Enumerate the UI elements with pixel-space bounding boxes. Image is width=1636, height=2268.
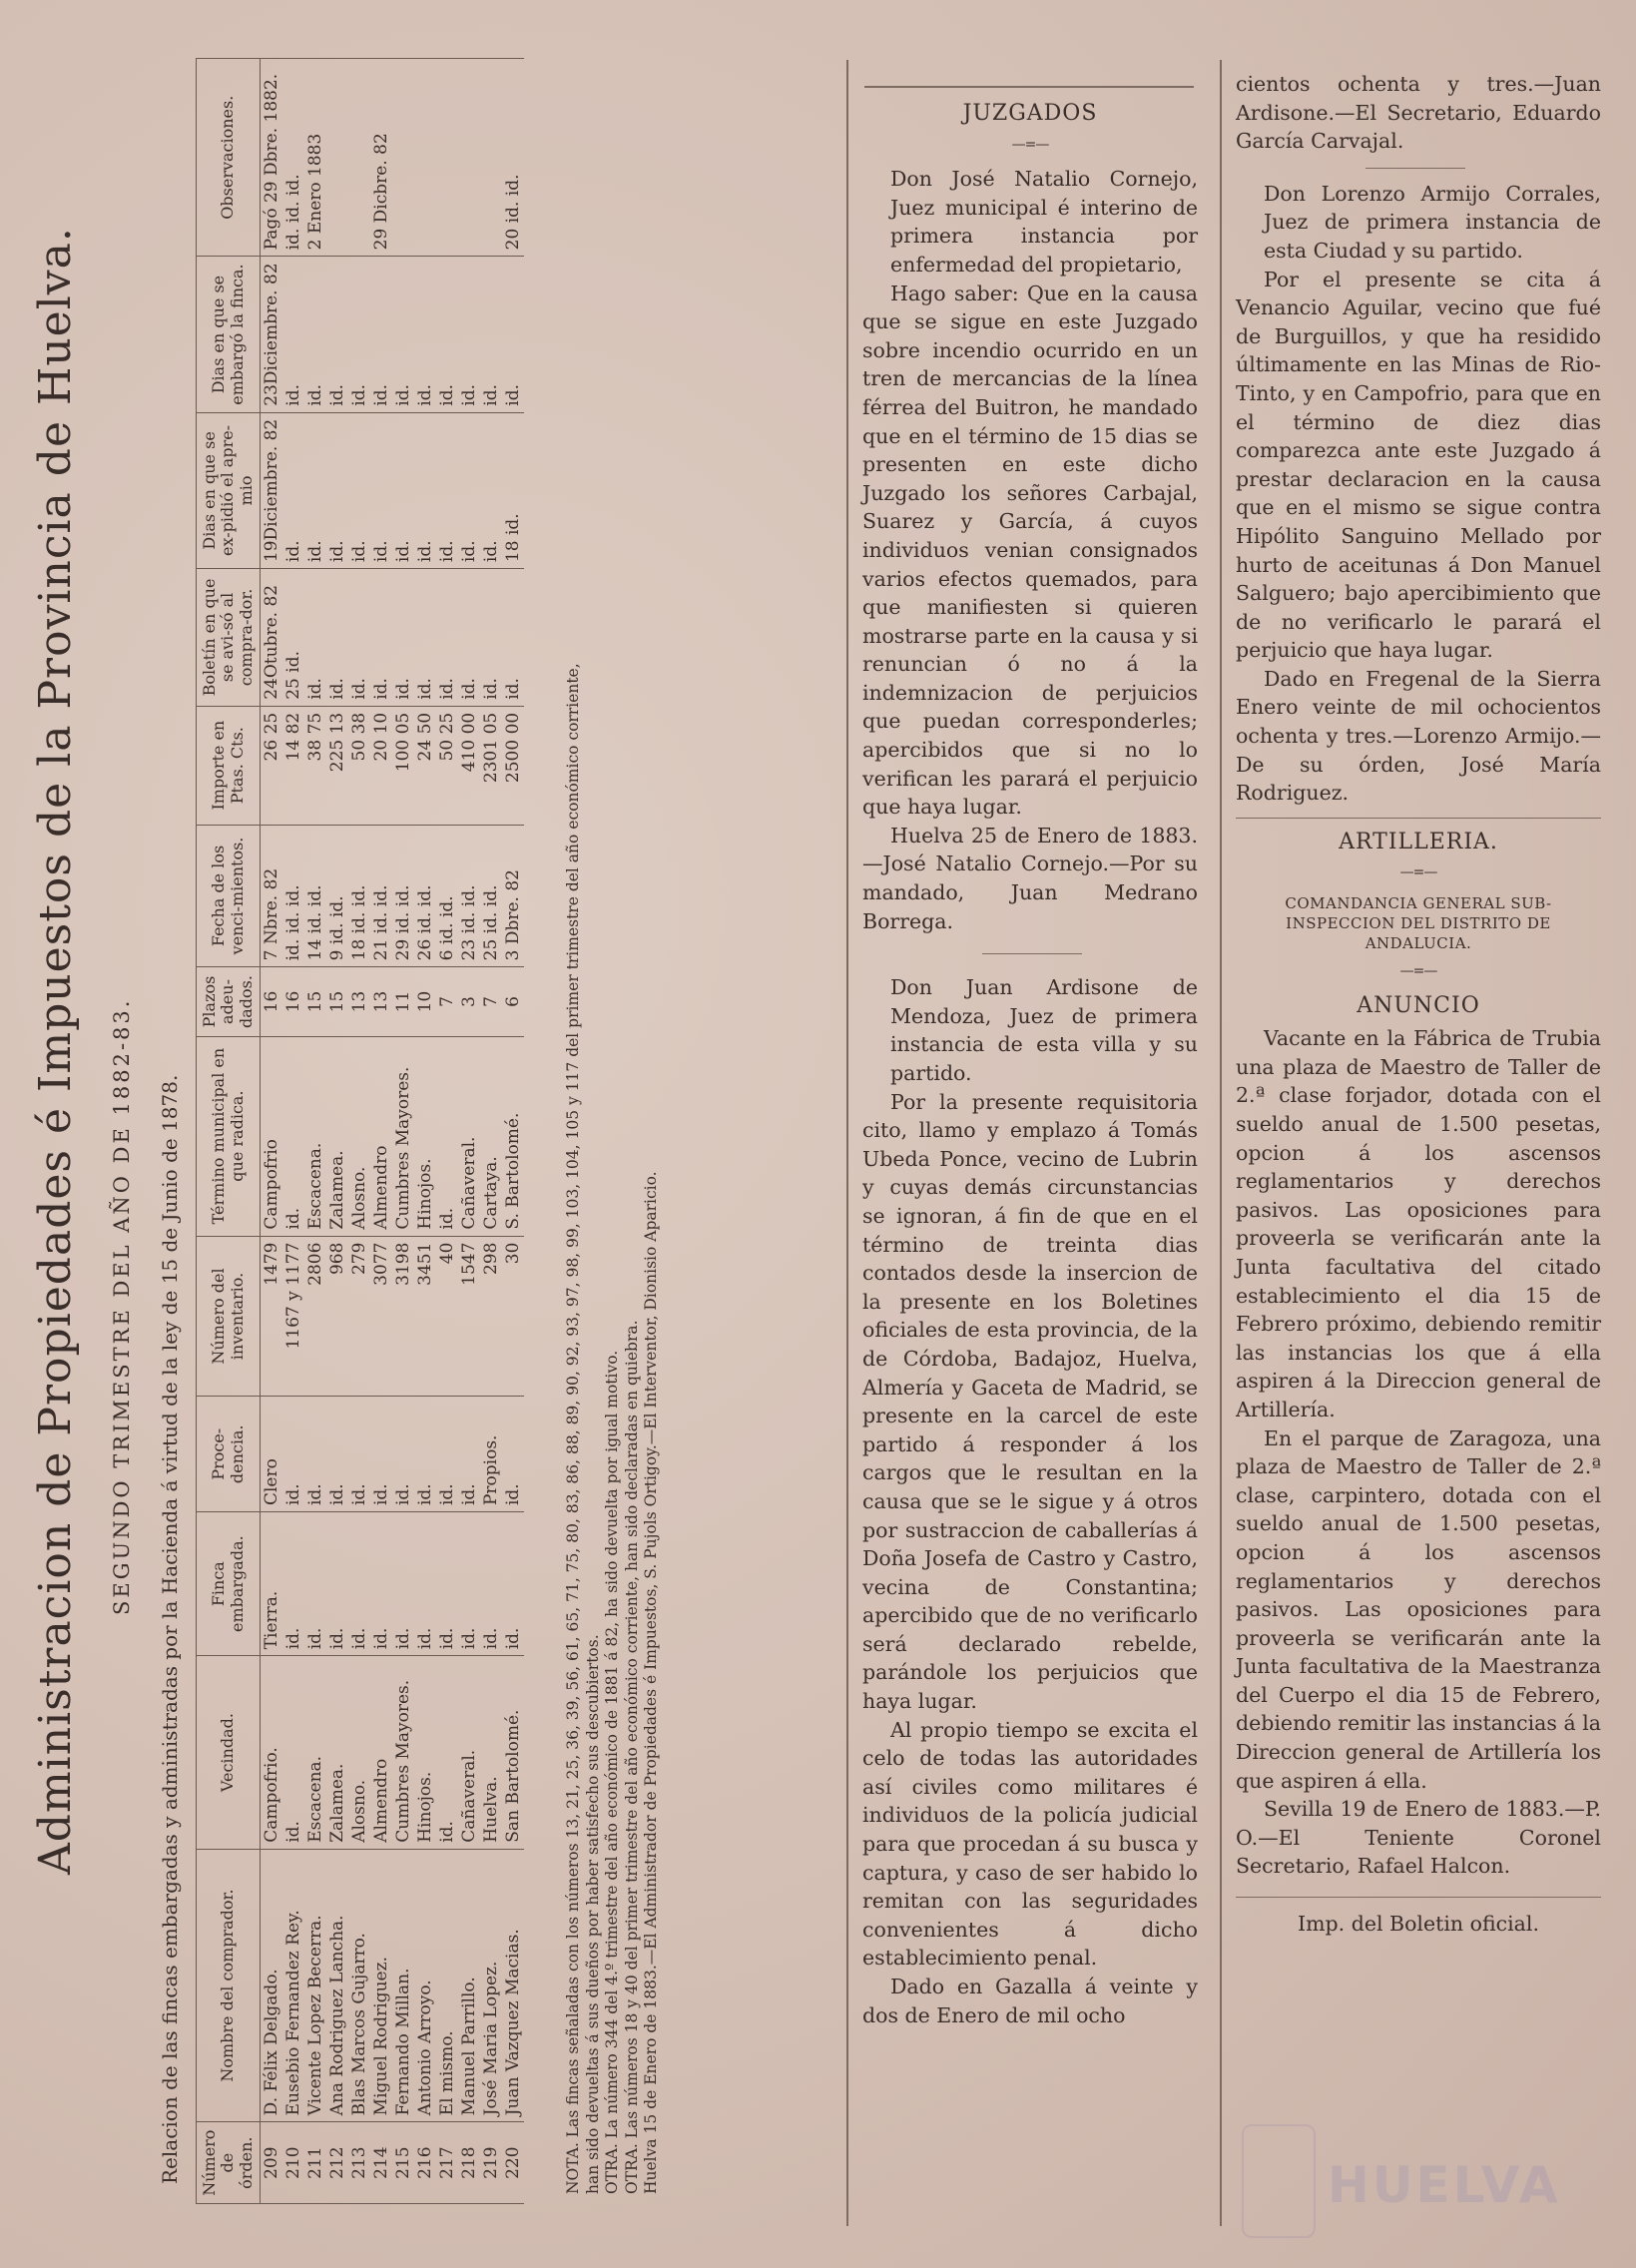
table-row (392, 59, 414, 2204)
section-heading-juzgados: JUZGADOS (962, 101, 1098, 126)
table-cell: 18 id. id. (348, 825, 370, 967)
table-cell: 410 00 (458, 706, 480, 825)
note-line: han sido devueltas á sus dueños por haber satisfecho sus descubiertos. (583, 1634, 602, 2194)
table-cell: id. (282, 257, 304, 412)
table-cell: Antonio Arroyo. (414, 1849, 436, 2122)
table-cell: id. (502, 257, 524, 412)
table-cell: 29 Dicbre. 82 (370, 59, 392, 257)
table-cell: 19Diciembre. 82 (261, 412, 283, 568)
table-cell: 7 (480, 967, 502, 1036)
table-cell: id. (348, 412, 370, 568)
table-cell: id. (458, 1397, 480, 1512)
column-divider (846, 60, 848, 2226)
table-cell: Escacena. (304, 1656, 326, 1850)
col-header: Observaciones. (197, 59, 261, 257)
table-cell: id. (502, 569, 524, 707)
table-cell: Zalamea. (326, 1036, 348, 1236)
table-cell: 18 id. (502, 412, 524, 568)
table-cell: id. (436, 1397, 458, 1512)
table-cell: id. (480, 257, 502, 412)
table-cell: 15 (326, 967, 348, 1036)
watermark: HUELVA (1328, 2156, 1561, 2214)
table-cell: id. (282, 1512, 304, 1656)
table-cell: id. (326, 1397, 348, 1512)
table-cell: Eusebio Fernandez Rey. (282, 1849, 304, 2122)
section-title: Administracion de Propiedades é Impuestos de la Provincia de Huelva. (30, 227, 81, 1875)
table-cell: id. (414, 569, 436, 707)
table-cell: id. (436, 1656, 458, 1850)
table-cell: 298 (480, 1236, 502, 1397)
announcement-signature: Sevilla 19 de Enero de 1883.—P. O.—El Teniente Coronel Secretario, Rafael Halcon. (1236, 1797, 1601, 1879)
table-cell: 26 id. id. (414, 825, 436, 967)
table-cell: Hinojos. (414, 1036, 436, 1236)
table-cell: 13 (348, 967, 370, 1036)
col-header: Proce-dencia. (197, 1397, 261, 1512)
table-body (261, 59, 525, 2204)
table-cell: id. (348, 1512, 370, 1656)
table-cell: Huelva. (480, 1656, 502, 1850)
table-cell (436, 59, 458, 257)
table-cell: id. (370, 1397, 392, 1512)
edict-body: Por la presente requisitoria cito, llamo y emplazo á Tomás Ubeda Ponce, vecino de Lubrin y cuyas demás circunstancias se ignoran, á fin de que en el término de treinta dias contados desde la insercion de la presente en los Boletines oficiales de esta provincia, de la de Córdoba, Badajoz, Huelva, Almería y Gaceta de Madrid, se presente en la carcel de este partido á responder á los cargos que le resultan en la causa que se le sigue y á otros por sustraccion de caballerías á Doña Josefa de Castro y Castro, vecina de Constantina; apercibido que de no verificarlo será declarado rebelde, parándole los perjuicios que haya lugar. (862, 1089, 1198, 1714)
table-cell: id. (436, 569, 458, 707)
relation-line: Relacion de las fincas embargadas y administradas por la Hacienda á virtud de la ley de 15 de Junio de 1878. (158, 1074, 182, 2184)
table-cell: 23Diciembre. 82 (261, 257, 283, 412)
table-row (436, 59, 458, 2204)
table-cell: Propios. (480, 1397, 502, 1512)
table-cell: id. (414, 1512, 436, 1656)
rule (1236, 1887, 1601, 1898)
table-cell: Manuel Parrillo. (458, 1849, 480, 2122)
library-seal-icon (1242, 2124, 1316, 2238)
table-cell: id. (326, 412, 348, 568)
col-header: Número de órden. (197, 2122, 261, 2204)
column-artilleria (1236, 70, 1601, 1939)
table-cell: S. Bartolomé. (502, 1036, 524, 1236)
table-cell: id. (304, 412, 326, 568)
table-cell: id. (480, 1512, 502, 1656)
table-cell: 968 (326, 1236, 348, 1397)
col-header: Dias en que se embargó la finca. (197, 257, 261, 412)
table-cell: 3451 (414, 1236, 436, 1397)
table-cell: 2 Enero 1883 (304, 59, 326, 257)
table-cell: Cartaya. (480, 1036, 502, 1236)
table-cell: id. id. id. (282, 825, 304, 967)
table-row (326, 59, 348, 2204)
separator-line (1365, 168, 1465, 169)
table-cell (348, 59, 370, 257)
ornament: —=— (1399, 864, 1437, 881)
table-cell: 213 (348, 2122, 370, 2204)
table-cell: id. (458, 257, 480, 412)
announcement-body: Vacante en la Fábrica de Trubia una plaza de Maestro de Taller de 2.ª clase forjador, dotada con el sueldo anual de 1.500 pesetas, opcion á los ascensos reglamentarios y derechos pasivos. Las oposiciones para proveerla se verificarán ante la Junta facultativa del citado establecimiento el dia 15 de Febrero próximo, debiendo remitir las instancias los que á ella aspiren á la Direccion general de Artillería. (1236, 1026, 1601, 1421)
table-cell: 3198 (392, 1236, 414, 1397)
table-cell: 30 (502, 1236, 524, 1397)
table-cell: id. (458, 412, 480, 568)
table-cell: Cumbres Mayores. (392, 1036, 414, 1236)
table-cell: Almendro (370, 1036, 392, 1236)
table-cell: id. (414, 257, 436, 412)
table-cell: San Bartolomé. (502, 1656, 524, 1850)
col-header: Número del inventario. (197, 1236, 261, 1397)
ornament: —=— (1011, 136, 1049, 153)
table-cell: id. (480, 569, 502, 707)
table-row (458, 59, 480, 2204)
table-cell: 209 (261, 2122, 283, 2204)
table-row (348, 59, 370, 2204)
ornament: —=— (1399, 963, 1437, 980)
table-cell: 1167 y 1177 (282, 1236, 304, 1397)
table-cell: id. (348, 1397, 370, 1512)
table-cell: id. (282, 412, 304, 568)
separator (1236, 156, 1601, 180)
table-cell: Juan Vazquez Macias. (502, 1849, 524, 2122)
table-cell: José Maria Lopez. (480, 1849, 502, 2122)
table-cell: Alosno. (348, 1036, 370, 1236)
table-cell: id. (282, 1036, 304, 1236)
table-cell: 279 (348, 1236, 370, 1397)
table-cell: id. (304, 1397, 326, 1512)
col-header: Plazos adeu-dados. (197, 967, 261, 1036)
table-row (261, 59, 283, 2204)
table-cell: id. (414, 412, 436, 568)
table-cell: id. (458, 1512, 480, 1656)
table-cell: 40 (436, 1236, 458, 1397)
rule (1236, 808, 1601, 819)
table-cell: 13 (370, 967, 392, 1036)
table-cell: 14 82 (282, 706, 304, 825)
table-cell: id. (348, 569, 370, 707)
table-cell: id. (370, 1512, 392, 1656)
table-cell: id. (480, 412, 502, 568)
table-cell: 29 id. id. (392, 825, 414, 967)
table-notes (564, 78, 662, 2194)
table-cell: Ana Rodriguez Lancha. (326, 1849, 348, 2122)
table-cell: Cumbres Mayores. (392, 1656, 414, 1850)
table-cell: Cañaveral. (458, 1656, 480, 1850)
table-cell: 220 (502, 2122, 524, 2204)
table-cell: 2806 (304, 1236, 326, 1397)
col-header: Vecindad. (197, 1656, 261, 1850)
table-cell: 6 (502, 967, 524, 1036)
table-cell: 3 (458, 967, 480, 1036)
col-header: Dias en que se ex-pidió el apre-mio (197, 412, 261, 568)
table-cell: id. (414, 1397, 436, 1512)
table-cell: 50 25 (436, 706, 458, 825)
imprint: Imp. del Boletin oficial. (1298, 1912, 1539, 1937)
table-cell: Zalamea. (326, 1656, 348, 1850)
table-cell: 10 (414, 967, 436, 1036)
table-cell: id. (392, 257, 414, 412)
anuncio-heading: ANUNCIO (1357, 992, 1480, 1018)
table-cell: 21 id. id. (370, 825, 392, 967)
table-cell: 16 (282, 967, 304, 1036)
table-cell: id. (370, 257, 392, 412)
subheading: COMANDANCIA GENERAL SUB-INSPECCION DEL DISTRITO DE ANDALUCIA. (1285, 894, 1552, 953)
col-header: Boletín en que se avi-só al compra-dor. (197, 569, 261, 707)
table-row (304, 59, 326, 2204)
table-cell: 210 (282, 2122, 304, 2204)
note-line: Huelva 15 de Enero de 1883.—El Administrador de Propiedades é Impuestos, S. Pujols Ortigoy.—El Interventor, Dionisio Aparicio. (642, 1171, 660, 2194)
table-cell: 16 (261, 967, 283, 1036)
note-line: OTRA. Las números 18 y 40 del primer trimestre del año económico corriente, han sido declaradas en quiebra. (622, 1320, 641, 2194)
table-cell: id. (436, 1512, 458, 1656)
table-cell: El mismo. (436, 1849, 458, 2122)
edict-intro: Don José Natalio Cornejo, Juez municipal é interino de primera instancia por enfermedad del propietario, (890, 167, 1198, 277)
table-cell: id. (326, 257, 348, 412)
table-cell: id. (370, 412, 392, 568)
table-cell: 14 id. id. (304, 825, 326, 967)
fincas-table (196, 58, 524, 2204)
table-cell: 215 (392, 2122, 414, 2204)
table-cell: D. Félix Delgado. (261, 1849, 283, 2122)
table-cell: id. (348, 257, 370, 412)
table-cell: id. (502, 1512, 524, 1656)
table-cell: id. (436, 1036, 458, 1236)
table-cell: 1547 (458, 1236, 480, 1397)
table-cell: id. (458, 569, 480, 707)
table-cell: Pagó 29 Dbre. 1882. (261, 59, 283, 257)
table-cell: Blas Marcos Gujarro. (348, 1849, 370, 2122)
table-cell: Escacena. (304, 1036, 326, 1236)
rotated-table-section (0, 58, 699, 2214)
column-juzgados (862, 70, 1198, 2029)
edict-body: Por el presente se cita á Venancio Aguilar, vecino que fué de Burguillos, y que ha residido últimamente en las Minas de Rio-Tinto, y en Campofrio, para que en el término de diez dias comparezca ante este Juzgado á prestar declaracion en la causa que en el mismo se sigue contra Hipólito Sanguino Mellado por hurto de aceitunas á Don Manuel Salguero; bajo apercibimiento que de no verificarlo le parará el perjuicio que haya lugar. (1236, 267, 1601, 663)
table-cell: Cañaveral. (458, 1036, 480, 1236)
table-cell: 218 (458, 2122, 480, 2204)
table-cell: 211 (304, 2122, 326, 2204)
table-cell: 2500 00 (502, 706, 524, 825)
table-cell: id. (326, 1512, 348, 1656)
table-cell: id. (304, 569, 326, 707)
table-cell: 225 13 (326, 706, 348, 825)
table-cell: id. (436, 412, 458, 568)
table-row (282, 59, 304, 2204)
table-cell: 20 10 (370, 706, 392, 825)
table-cell: 23 id. id. (458, 825, 480, 967)
table-cell: 7 Nbre. 82 (261, 825, 283, 967)
table-cell: Alosno. (348, 1656, 370, 1850)
table-cell: id. (392, 569, 414, 707)
table-cell: id. (282, 1656, 304, 1850)
table-cell (392, 59, 414, 257)
table-row (502, 59, 524, 2204)
table-cell: Fernando Millan. (392, 1849, 414, 2122)
table-cell: Campofrio (261, 1036, 283, 1236)
edict-body: Al propio tiempo se excita el celo de todas las autoridades así civiles como militares é individuos de la policía judicial para que procedan á su busca y captura, y caso de ser habido lo remitan con las seguridades convenientes á dicho establecimiento penal. (862, 1717, 1198, 1971)
edict-signature: Dado en Fregenal de la Sierra Enero veinte de mil ochocientos ochenta y tres.—Lorenzo Armijo.—De su órden, José María Rodriguez. (1236, 666, 1601, 806)
table-cell: 3077 (370, 1236, 392, 1397)
table-cell: Miguel Rodriguez. (370, 1849, 392, 2122)
table-cell: id. (436, 257, 458, 412)
table-cell: 100 05 (392, 706, 414, 825)
edict-intro: Don Lorenzo Armijo Corrales, Juez de primera instancia de esta Ciudad y su partido. (1264, 181, 1601, 263)
table-cell (480, 59, 502, 257)
table-cell: 6 id. id. (436, 825, 458, 967)
section-subtitle: SEGUNDO TRIMESTRE DEL AÑO DE 1882-83. (110, 997, 134, 1615)
table-cell (326, 59, 348, 257)
table-cell: Vicente Lopez Becerra. (304, 1849, 326, 2122)
table-cell: id. (370, 569, 392, 707)
table-cell: 20 id. id. (502, 59, 524, 257)
table-cell: Almendro (370, 1656, 392, 1850)
table-cell: 24 50 (414, 706, 436, 825)
edict-closing: Dado en Gazalla á veinte y dos de Enero de mil ocho (862, 1975, 1198, 2027)
table-cell: id. (392, 1397, 414, 1512)
separator-line (982, 953, 1082, 954)
table-cell: 38 75 (304, 706, 326, 825)
table-row (414, 59, 436, 2204)
note-line: NOTA. Las fincas señaladas con los números 13, 21, 25, 36, 39, 56, 61, 65, 71, 75, 80, 83, 86, 88, 89, 90, 92, 93, 97, 98, 99, 103, 104, 105 y 117 del primer trimestre del año económico corriente, (564, 663, 582, 2194)
table-cell: 2301 05 (480, 706, 502, 825)
table-cell: 25 id. (282, 569, 304, 707)
table-cell: 9 id. id. (326, 825, 348, 967)
table-cell: id. (304, 1512, 326, 1656)
col-header: Importe en Ptas. Cts. (197, 706, 261, 825)
col-header: Nombre del comprador. (197, 1849, 261, 2122)
table-cell: id. id. id. (282, 59, 304, 257)
note-line: OTRA. La número 344 del 4.º trimestre del año económico de 1881 á 82, ha sido devuelta por igual motivo. (603, 1350, 621, 2194)
table-cell: id. (282, 1397, 304, 1512)
table-cell: id. (392, 412, 414, 568)
table-cell: 25 id. id. (480, 825, 502, 967)
table-row (480, 59, 502, 2204)
table-cell: 219 (480, 2122, 502, 2204)
table-cell: id. (502, 1397, 524, 1512)
table-cell: Clero (261, 1397, 283, 1512)
edict-intro: Don Juan Ardisone de Mendoza, Juez de primera instancia de esta villa y su partido. (890, 975, 1198, 1085)
table-cell: 216 (414, 2122, 436, 2204)
table-row (370, 59, 392, 2204)
table-cell: id. (392, 1512, 414, 1656)
edict-body: Hago saber: Que en la causa que se sigue en este Juzgado sobre incendio ocurrido en un tren de mercancias de la línea férrea del Buitron, he mandado que en el término de 15 dias se presenten en este dicho Juzgado los señores Carbajal, Suarez y García, á cuyos individuos venian consignados varios efectos quemados, para que manifiesten si quieren mostrarse parte en la causa y si renuncian ó no á la indemnizacion de perjuicios que puedan corresponderles; apercibidos que si no lo verifican les parará el perjuicio que haya lugar. (862, 281, 1198, 820)
table-cell: 26 25 (261, 706, 283, 825)
table-cell: Hinojos. (414, 1656, 436, 1850)
table-cell: 15 (304, 967, 326, 1036)
table-cell: 24Otubre. 82 (261, 569, 283, 707)
table-cell: 214 (370, 2122, 392, 2204)
col-header: Finca embargada. (197, 1512, 261, 1656)
edict-continuation: cientos ochenta y tres.—Juan Ardisone.—El Secretario, Eduardo García Carvajal. (1236, 72, 1601, 154)
table-header-row (197, 59, 261, 2204)
col-header: Fecha de los venci-mientos. (197, 825, 261, 967)
table-cell: Tierra. (261, 1512, 283, 1656)
announcement-body: En el parque de Zaragoza, una plaza de Maestro de Taller de 2.ª clase, carpintero, dotada con el sueldo anual de 1.500 pesetas, opcion á los ascensos reglamentarios y derechos pasivos. Las oposiciones para proveerla se verificarán ante la Junta facultativa de la Maestranza del Cuerpo el dia 15 de Febrero, debiendo remitir las instancias á la Direccion general de Artillería los que aspiren á ella. (1236, 1425, 1601, 1793)
table-cell (458, 59, 480, 257)
edict-signature: Huelva 25 de Enero de 1883.—José Natalio Cornejo.—Por su mandado, Juan Medrano Borrega. (862, 823, 1198, 933)
table-cell: 1479 (261, 1236, 283, 1397)
col-header: Término municipal en que radica. (197, 1036, 261, 1236)
column-divider (1220, 60, 1222, 2226)
table-cell: Campofrio. (261, 1656, 283, 1850)
table-cell: id. (304, 257, 326, 412)
table-cell: id. (326, 569, 348, 707)
table-cell (414, 59, 436, 257)
table-cell: 212 (326, 2122, 348, 2204)
separator (862, 935, 1198, 973)
table-cell: 7 (436, 967, 458, 1036)
table-cell: 217 (436, 2122, 458, 2204)
table-cell: 50 38 (348, 706, 370, 825)
table-cell: 11 (392, 967, 414, 1036)
section-heading-artilleria: ARTILLERIA. (1339, 829, 1498, 854)
table-cell: 3 Dbre. 82 (502, 825, 524, 967)
